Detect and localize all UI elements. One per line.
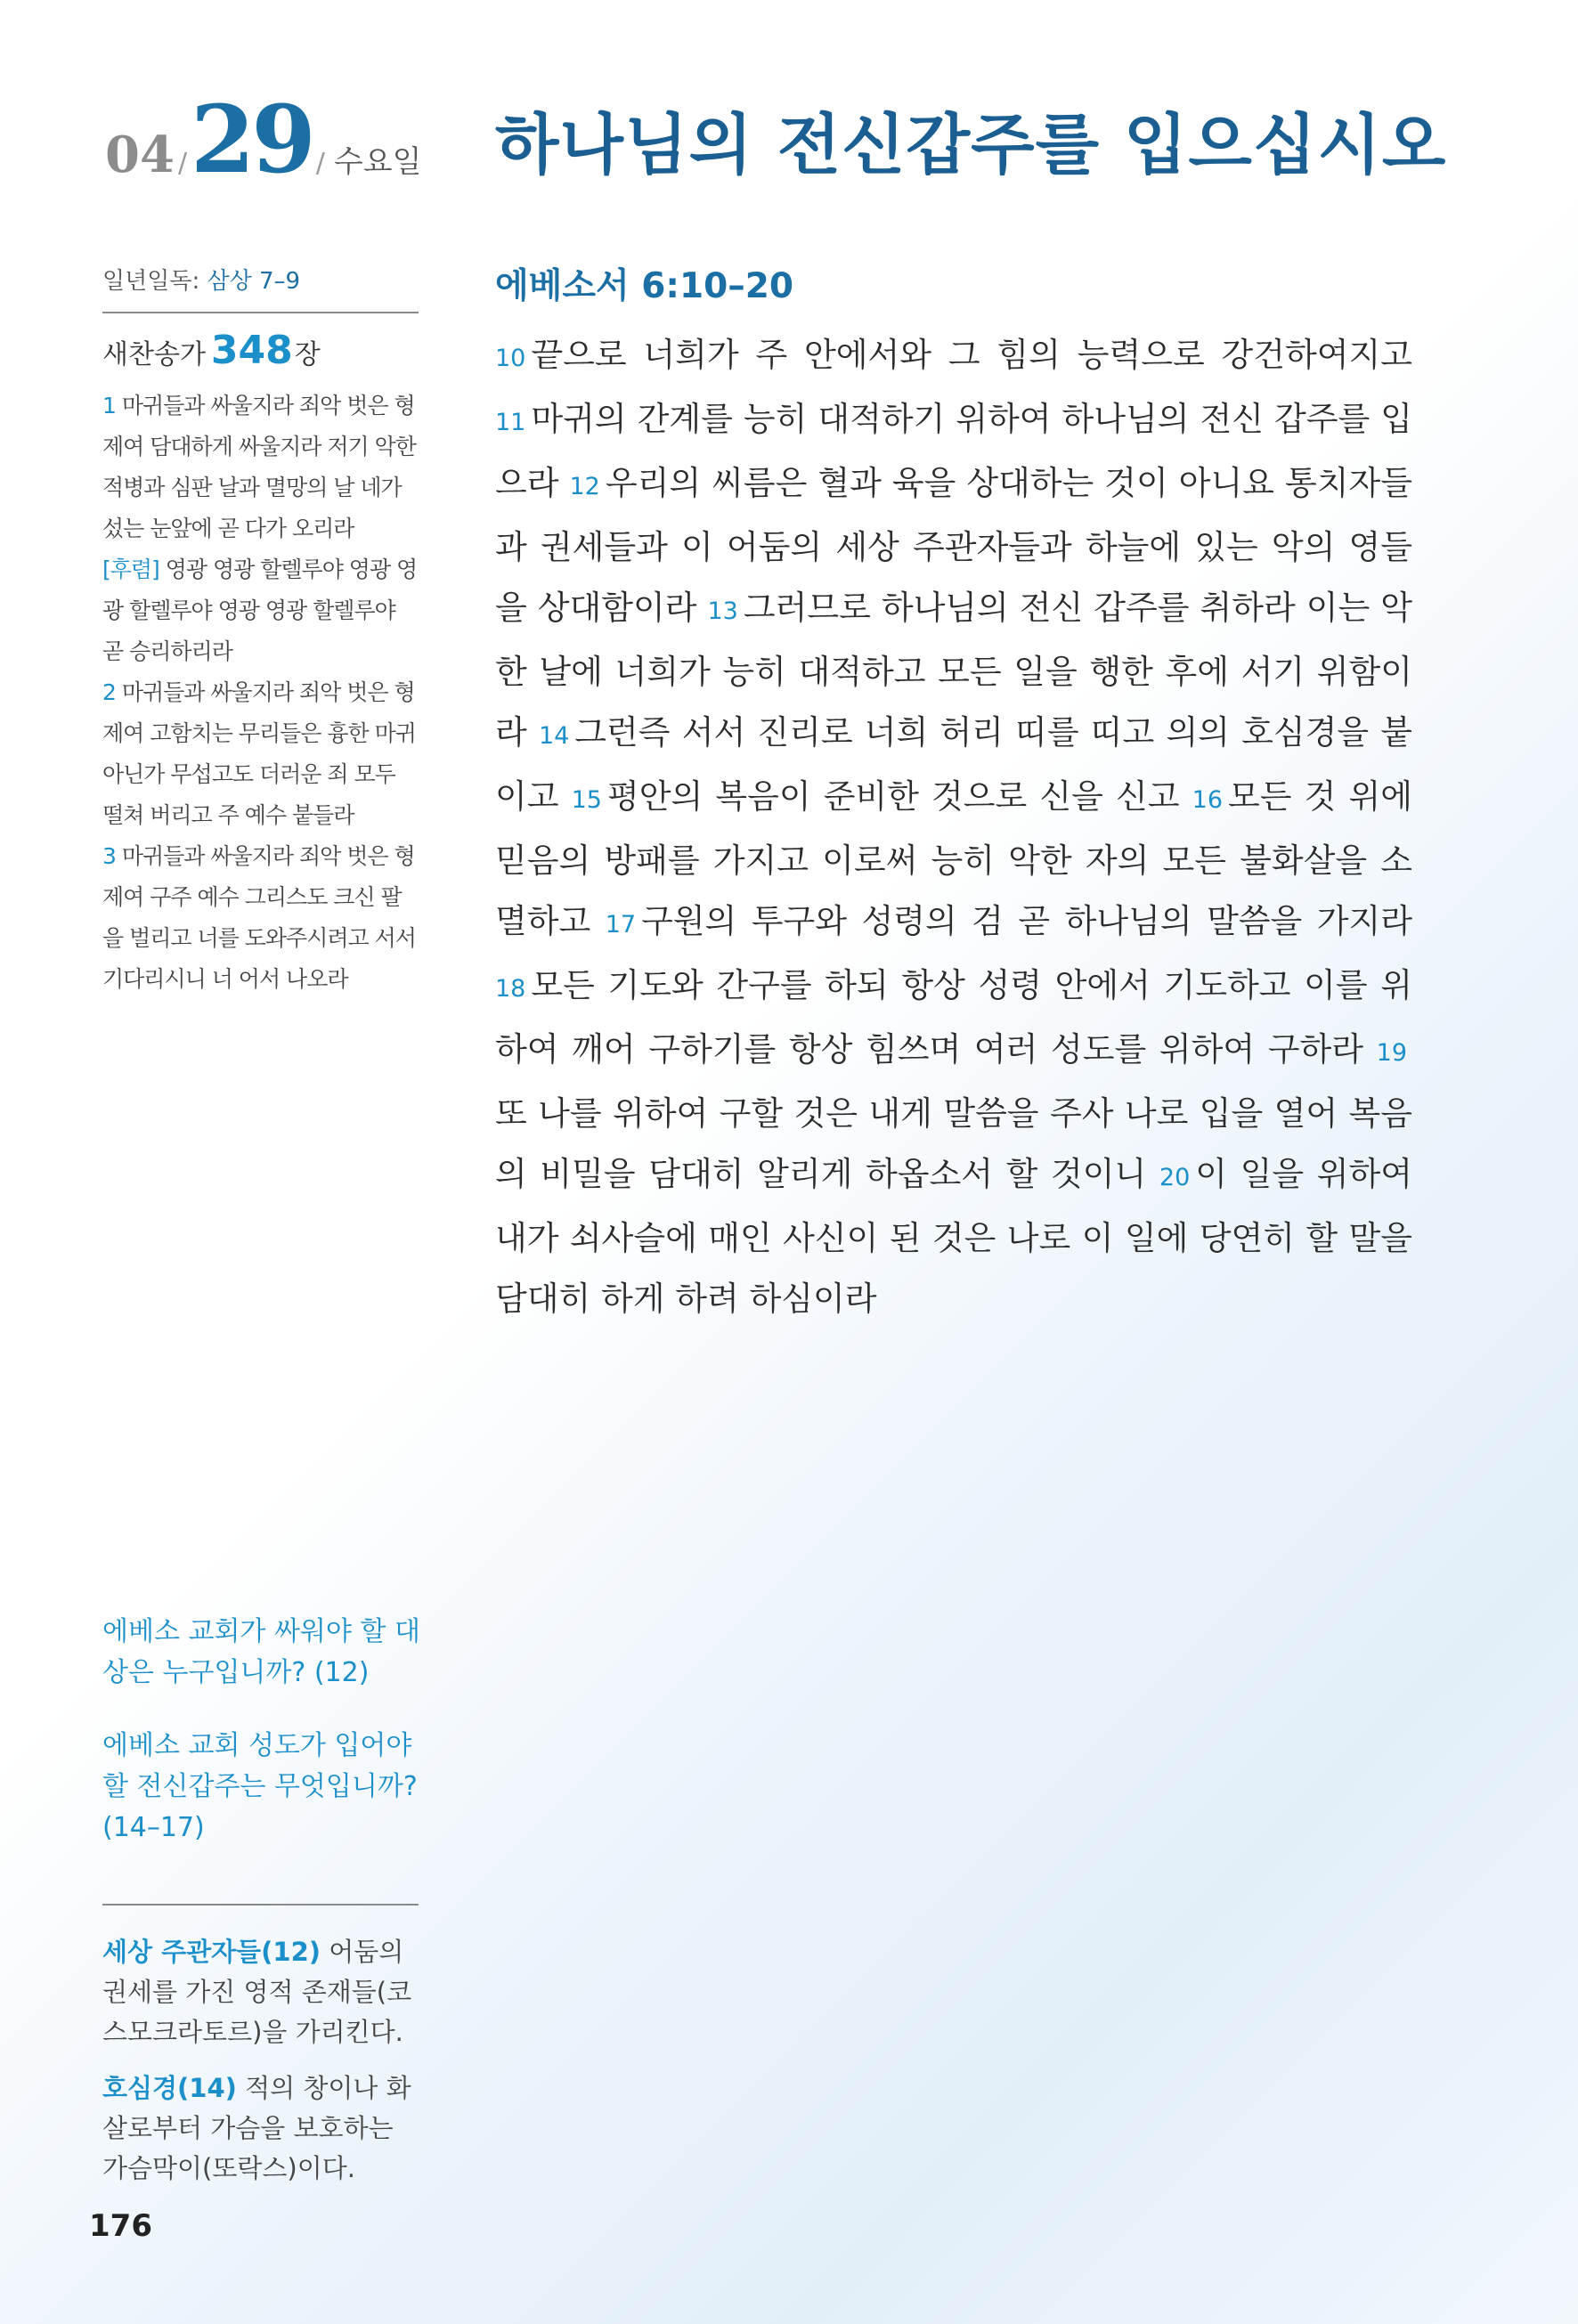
- hymn-verse-number: 3: [102, 843, 116, 869]
- reading-reference: 삼상 7–9: [207, 268, 301, 295]
- hymn-verse-text: 마귀들과 싸울지라 죄악 벗은 형제여 구주 예수 그리스도 크신 팔을 벌리고 너를 도와주시려고 서서 기다리시니 너 어서 나오라: [102, 843, 416, 992]
- verse-text: 모든 것 위에 믿음의 방패를 가지고 이로써 능히 악한 자의 모든 불화살을 소멸하고: [495, 777, 1413, 940]
- hymn-verse-text: 마귀들과 싸울지라 죄악 벗은 형제여 고함치는 무리들은 흉한 마귀 아닌가 무섭고도 더러운 죄 모두 떨쳐 버리고 주 예수 붙들라: [102, 679, 416, 828]
- hymn-number: 348: [210, 328, 293, 373]
- study-questions: [102, 1612, 423, 1881]
- sidebar: [102, 263, 419, 1000]
- glossary-entry: [102, 1932, 423, 2052]
- hymn-info: [102, 328, 419, 373]
- verse-number: 19: [1376, 1039, 1407, 1067]
- verse-text: 또 나를 위하여 구할 것은 내게 말씀을 주사 나로 입을 열어 복음의 비밀을 담대히 알리게 하옵소서 할 것이니: [495, 1094, 1412, 1193]
- weekday: 수요일: [333, 144, 422, 180]
- hymn-verse: [102, 386, 419, 549]
- hymn-verse: [102, 836, 419, 1000]
- verse-number: 14: [538, 722, 570, 750]
- verse-text: 끝으로 너희가 주 안에서와 그 힘의 능력으로 강건하여지고: [531, 336, 1412, 374]
- hymn-chorus: [102, 549, 419, 672]
- glossary-entry: [102, 2068, 423, 2189]
- verse-number: 16: [1192, 786, 1224, 814]
- glossary-definition: 적의 창이나 화살로부터 가슴을 보호하는 가슴막이(또락스)이다.: [102, 2073, 411, 2183]
- verse-text: 그런즉 서서 진리로 너희 허리 띠를 띠고 의의 호심경을 붙이고: [495, 713, 1412, 816]
- glossary-term: 호심경(14): [102, 2073, 237, 2103]
- date-header: [105, 85, 422, 194]
- chorus-label: [후렴]: [102, 557, 159, 582]
- month: 04: [105, 126, 175, 184]
- glossary-definition: 어둠의 권세를 가진 영적 존재들(코스모크라토르)을 가리킨다.: [102, 1937, 412, 2047]
- hymn-prefix: 새찬송가: [102, 339, 206, 370]
- verse-text: 우리의 씨름은 혈과 육을 상대하는 것이 아니요 통치자들과 권세들과 이 어둠의 세상 주관자들과 하늘에 있는 악의 영들을 상대함이라: [495, 464, 1412, 627]
- verse-text: 평안의 복음이 준비한 것으로 신을 신고: [606, 777, 1180, 816]
- verse-text: 모든 기도와 간구를 하되 항상 성령 안에서 기도하고 이를 위하여 깨어 구하기를 항상 힘쓰며 여러 성도를 위하여 구하라: [495, 966, 1412, 1069]
- scripture-text: [495, 325, 1412, 1329]
- glossary-term: 세상 주관자들(12): [102, 1937, 321, 1967]
- date-slash: /: [177, 148, 188, 179]
- verse-text: 이 일을 위하여 내가 쇠사슬에 매인 사신이 된 것은 나로 이 일에 당연히 할 말을 담대히 하게 하려 하심이라: [495, 1155, 1412, 1318]
- date-slash: /: [315, 148, 325, 179]
- passage-reference: 에베소서 6:10–20: [495, 266, 794, 306]
- verse-number: 10: [495, 345, 526, 372]
- verse-number: 12: [569, 473, 600, 500]
- verse-text: 마귀의 간계를 능히 대적하기 위하여 하나님의 전신 갑주를 입으라: [495, 400, 1412, 502]
- hymn-lyrics: [102, 386, 419, 1000]
- chorus-text: 영광 영광 할렐루야 영광 영광 할렐루야 영광 영광 할렐루야 곧 승리하리라: [102, 557, 418, 664]
- question: 에베소 교회 성도가 입어야 할 전신갑주는 무엇입니까? (14–17): [102, 1730, 418, 1843]
- yearly-reading: [102, 263, 419, 313]
- verse-number: 20: [1159, 1164, 1191, 1191]
- question: 에베소 교회가 싸워야 할 대상은 누구입니까? (12): [102, 1616, 420, 1688]
- verse-number: 11: [495, 409, 526, 436]
- day: 29: [191, 85, 313, 194]
- verse-text: 구원의 투구와 성령의 검 곧 하나님의 말씀을 가지라: [641, 902, 1412, 940]
- page-title: 하나님의 전신갑주를 입으십시오: [495, 107, 1447, 183]
- verse-number: 17: [605, 911, 637, 939]
- divider: [102, 1904, 419, 1906]
- hymn-verse: [102, 672, 419, 836]
- hymn-verse-text: 마귀들과 싸울지라 죄악 벗은 형제여 담대하게 싸울지라 저기 악한 적병과 심판 날과 멸망의 날 네가 섰는 눈앞에 곧 다가 오리라: [102, 393, 416, 541]
- verse-number: 13: [707, 597, 738, 625]
- verse-text: 그러므로 하나님의 전신 갑주를 취하라 이는 악한 날에 너희가 능히 대적하고 모든 일을 행한 후에 서기 위함이라: [495, 589, 1412, 752]
- verse-number: 18: [495, 975, 526, 1003]
- reading-label: 일년일독:: [102, 268, 200, 295]
- page-number: 176: [89, 2208, 152, 2244]
- hymn-suffix: 장: [294, 339, 321, 370]
- glossary: [102, 1932, 423, 2205]
- hymn-verse-number: 1: [102, 393, 116, 418]
- hymn-verse-number: 2: [102, 679, 116, 705]
- verse-number: 15: [571, 786, 602, 814]
